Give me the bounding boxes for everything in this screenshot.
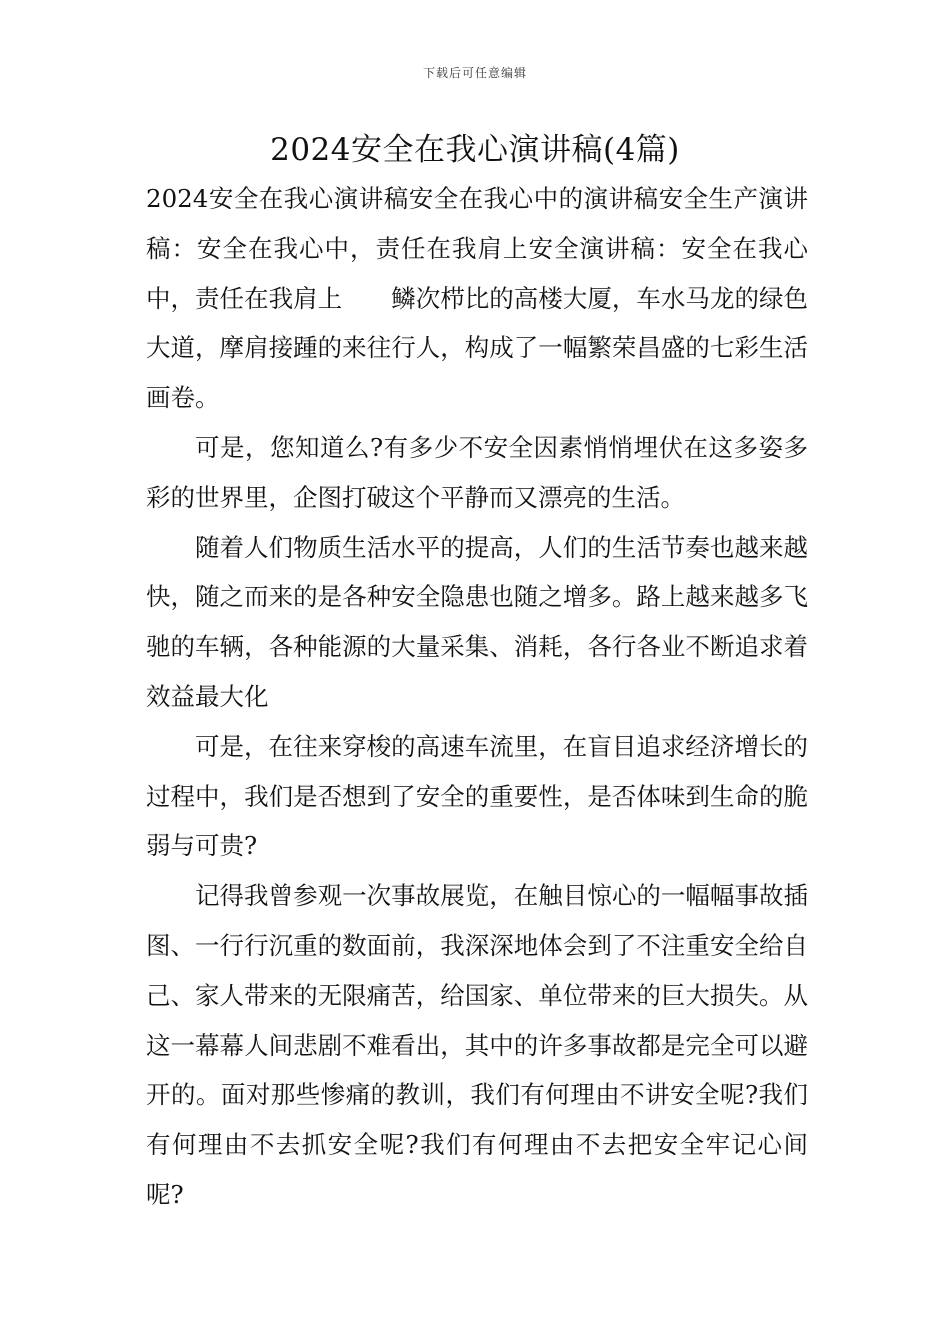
paragraph-4: 可是，在往来穿梭的高速车流里，在盲目追求经济增长的过程中，我们是否想到了安全的重要性，是否体味到生命的脆弱与可贵? bbox=[146, 731, 808, 861]
paragraph-1: 2024安全在我心演讲稿安全在我心中的演讲稿安全生产演讲稿：安全在我心中，责任在我肩上安全演讲稿：安全在我心中，责任在我肩上 鳞次栉比的高楼大厦，车水马龙的绿色大道，摩肩接踵的来往行人，构成了一幅繁荣昌盛的七彩生活画卷。 bbox=[146, 184, 808, 413]
paragraph-3: 随着人们物质生活水平的提高，人们的生活节奏也越来越快，随之而来的是各种安全隐患也随之增多。路上越来越多飞驰的车辆，各种能源的大量采集、消耗，各行各业不断追求着效益最大化 bbox=[146, 532, 808, 711]
document-title: 2024安全在我心演讲稿(4篇) bbox=[270, 132, 680, 168]
paragraph-2: 可是，您知道么?有多少不安全因素悄悄埋伏在这多姿多彩的世界里，企图打破这个平静而又漂亮的生活。 bbox=[146, 432, 808, 512]
header-note: 下载后可任意编辑 bbox=[422, 66, 527, 80]
paragraph-5: 记得我曾参观一次事故展览，在触目惊心的一幅幅事故插图、一行行沉重的数面前，我深深地体会到了不注重安全给自己、家人带来的无限痛苦，给国家、单位带来的巨大损失。从这一幕幕人间悲剧不难看出，其中的许多事故都是完全可以避开的。面对那些惨痛的教训，我们有何理由不讲安全呢?我们有何理由不去抓安全呢?我们有何理由不去把安全牢记心间呢? bbox=[146, 881, 808, 1209]
document-body bbox=[146, 174, 808, 1220]
